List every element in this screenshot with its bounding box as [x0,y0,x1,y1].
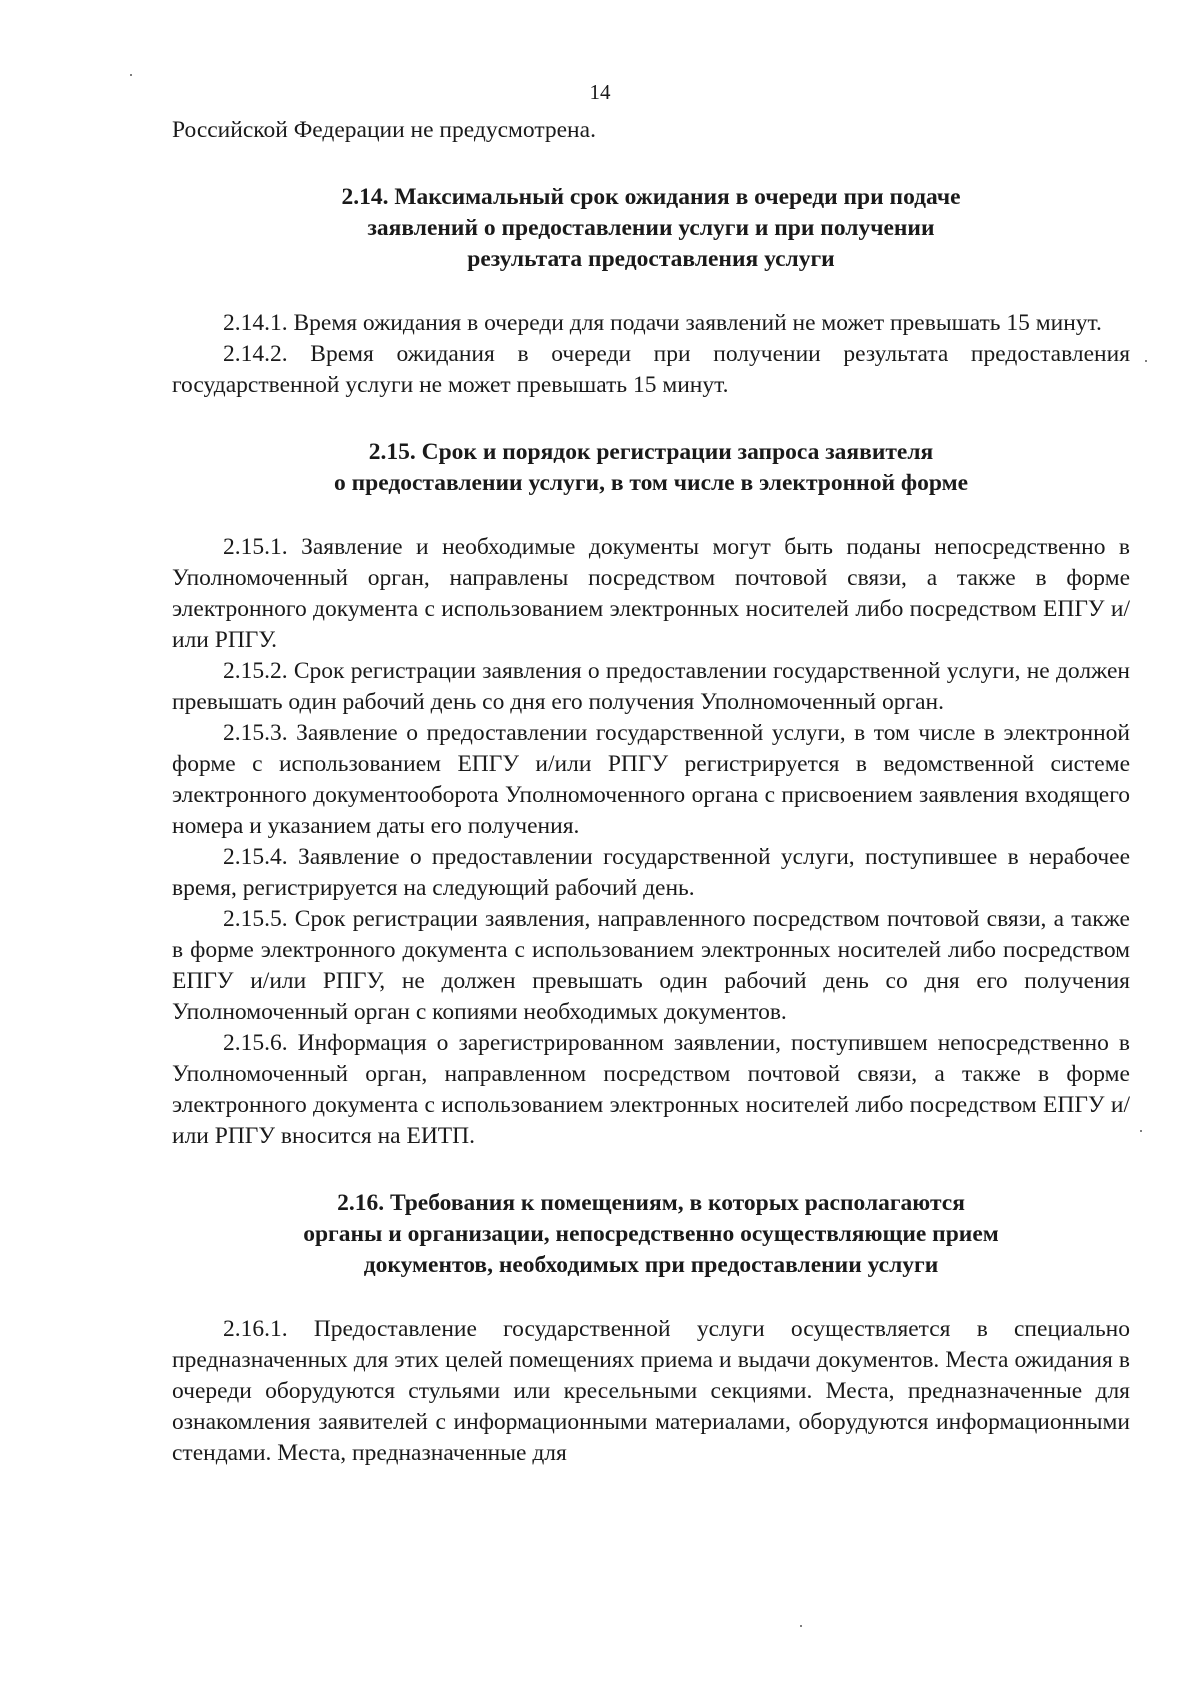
page-number: 14 [589,80,611,104]
section-heading-2-15 [172,437,1130,499]
paragraph-2-16-1: 2.16.1. Предоставление государственной услуги осуществляется в специально предназначенных для этих целей помещениях приема и выдачи документов. Места ожидания в очереди оборудуются стульями или кресельными секциями. Места, предназначенные для ознакомления заявителей с информационными материалами, оборудуются информационными стендами. Места, предназначенные для [172,1316,1130,1466]
paragraph-2-15-4: 2.15.4. Заявление о предоставлении государственной услуги, поступившее в нерабочее время, регистрируется на следующий рабочий день. [172,844,1130,901]
paragraph-2-14-2: 2.14.2. Время ожидания в очереди при получении результата предоставления государственной услуги не может превышать 15 минут. [172,341,1130,398]
paragraph-2-15-5: 2.15.5. Срок регистрации заявления, направленного посредством почтовой связи, а также в форме электронного документа с использованием электронных носителей либо посредством ЕПГУ и/или РПГУ, не должен превышать один рабочий день со дня его получения Уполномоченный орган с копиями необходимых документов. [172,906,1130,1025]
scan-speck [1140,1130,1142,1132]
section-heading-2-14 [172,182,1130,275]
heading-line: заявлений о предоставлении услуги и при получении [367,215,935,241]
intro-paragraph: Российской Федерации не предусмотрена. [172,117,596,143]
heading-line: о предоставлении услуги, в том числе в электронной форме [333,470,969,496]
paragraph-2-14-1: 2.14.1. Время ожидания в очереди для подачи заявлений не может превышать 15 минут. [223,310,1102,336]
heading-line: 2.16. Требования к помещениям, в которых располагаются [337,1190,965,1216]
section-heading-2-16 [172,1188,1130,1281]
heading-line: результата предоставления услуги [467,246,835,272]
paragraph-2-15-2: 2.15.2. Срок регистрации заявления о предоставлении государственной услуги, не должен превышать один рабочий день со дня его получения Уполномоченный орган. [172,658,1130,715]
heading-line: органы и организации, непосредственно осуществляющие прием [303,1221,999,1247]
scan-speck [1145,360,1147,362]
paragraph-2-15-3: 2.15.3. Заявление о предоставлении государственной услуги, в том числе в электронной форме с использованием ЕПГУ и/или РПГУ регистрируется в ведомственной системе электронного документооборота Уполномоченного органа с присвоением заявления входящего номера и указанием даты его получения. [172,720,1130,839]
paragraph-2-15-1: 2.15.1. Заявление и необходимые документы могут быть поданы непосредственно в Уполномоченный орган, направлены посредством почтовой связи, а также в форме электронного документа с использованием электронных носителей либо посредством ЕПГУ и/или РПГУ. [172,534,1130,653]
heading-line: документов, необходимых при предоставлении услуги [363,1252,939,1278]
scan-speck [800,1625,802,1627]
document-body [172,115,1130,1469]
scan-speck [130,74,132,76]
heading-line: 2.15. Срок и порядок регистрации запроса заявителя [368,439,934,465]
heading-line: 2.14. Максимальный срок ожидания в очереди при подаче [341,184,961,210]
paragraph-2-15-6: 2.15.6. Информация о зарегистрированном заявлении, поступившем непосредственно в Уполномоченный орган, направленном посредством почтовой связи, а также в форме электронного документа с использованием электронных носителей либо посредством ЕПГУ и/или РПГУ вносится на ЕИТП. [172,1030,1130,1149]
